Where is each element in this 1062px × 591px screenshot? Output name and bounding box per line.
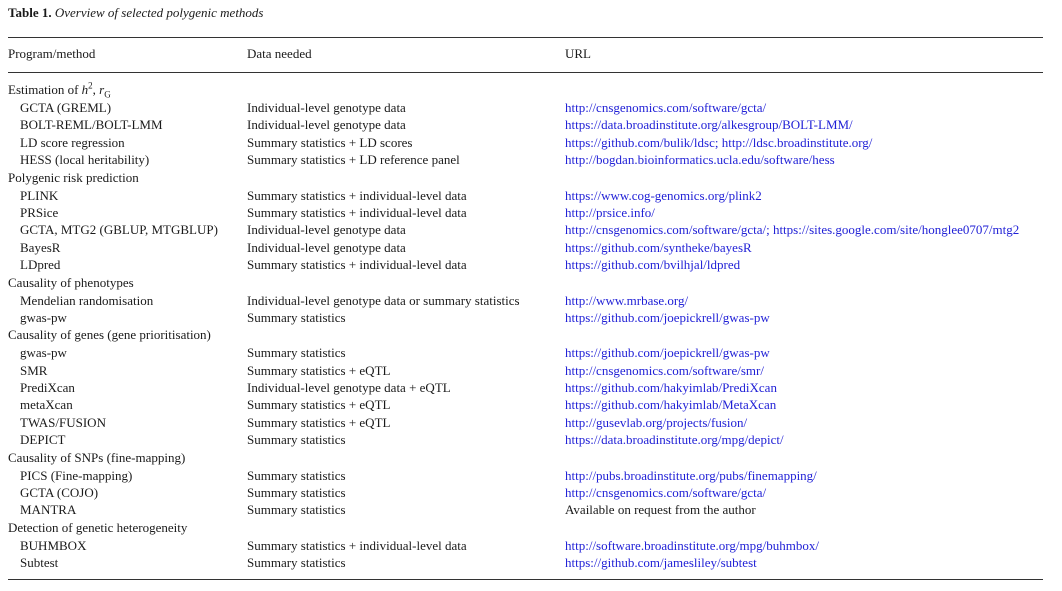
url-link[interactable]: https://github.com/syntheke/bayesR (565, 239, 752, 255)
method-cell: Mendelian randomisation (20, 292, 154, 308)
method-cell: LDpred (20, 257, 61, 273)
section-heading-text: Detection of genetic heterogeneity (8, 519, 188, 535)
url-link[interactable]: https://github.com/bulik/ldsc; http://ldsc.broadinstitute.org/ (565, 134, 873, 150)
table-row (0, 239, 1062, 256)
data-needed-cell: Summary statistics + eQTL (247, 397, 391, 413)
section-heading (0, 169, 1062, 187)
table-row (0, 204, 1062, 221)
header-url: URL (565, 46, 591, 61)
url-link[interactable]: http://cnsgenomics.com/software/gcta/ (565, 485, 767, 501)
data-needed-cell: Individual-level genotype data (247, 100, 406, 115)
url-link[interactable]: https://github.com/joepickrell/gwas-pw (565, 345, 770, 361)
table-row (0, 501, 1062, 518)
method-cell: LD score regression (20, 134, 125, 150)
data-needed-cell: Summary statistics + eQTL (247, 362, 391, 378)
method-cell: GCTA, MTG2 (GBLUP, MTGBLUP) (20, 222, 218, 238)
url-link[interactable]: http://cnsgenomics.com/software/smr/ (565, 362, 764, 378)
top-rule (8, 37, 1043, 38)
data-needed-cell: Summary statistics (247, 432, 346, 448)
table-row (0, 344, 1062, 361)
section-heading-text: Polygenic risk prediction (8, 169, 139, 185)
method-cell: PLINK (20, 187, 59, 203)
method-cell: gwas-pw (20, 309, 67, 325)
url-link[interactable]: http://cnsgenomics.com/software/gcta/; https://sites.google.com/site/honglee0707/mtg2 (565, 222, 1020, 238)
data-needed-cell: Individual-level genotype data (247, 222, 406, 238)
data-needed-cell: Individual-level genotype data (247, 117, 406, 133)
url-link[interactable]: https://data.broadinstitute.org/mpg/depict/ (565, 432, 784, 448)
method-cell: TWAS/FUSION (20, 414, 106, 430)
table-row (0, 221, 1062, 238)
table-row (0, 116, 1062, 133)
data-needed-cell: Summary statistics + LD reference panel (247, 152, 460, 168)
table-row (0, 256, 1062, 273)
table-row (0, 292, 1062, 309)
method-cell: GCTA (COJO) (20, 485, 99, 501)
header-rule (8, 72, 1043, 73)
table-row (0, 99, 1062, 116)
method-cell: gwas-pw (20, 345, 67, 361)
data-needed-cell: Summary statistics (247, 309, 346, 325)
data-needed-cell: Summary statistics (247, 555, 346, 571)
section-heading (0, 519, 1062, 537)
data-needed-cell: Summary statistics + individual-level data (247, 204, 467, 220)
url-link[interactable]: http://bogdan.bioinformatics.ucla.edu/software/hess (565, 152, 835, 168)
method-cell: GCTA (GREML) (20, 100, 112, 115)
method-cell: BayesR (20, 239, 61, 255)
table-row (0, 151, 1062, 168)
table-row (0, 537, 1062, 554)
table-caption (8, 5, 264, 21)
method-cell: metaXcan (20, 397, 73, 413)
url-note-cell: Available on request from the author (565, 502, 756, 518)
url-link[interactable]: https://data.broadinstitute.org/alkesgroup/BOLT-LMM/ (565, 117, 853, 133)
table-row (0, 396, 1062, 413)
section-heading-text: Causality of genes (gene prioritisation) (8, 327, 211, 343)
data-needed-cell: Summary statistics + eQTL (247, 414, 391, 430)
section-heading: Estimation of $h^2$, $r_G$ (8, 80, 111, 100)
table-row (0, 467, 1062, 484)
table-body (0, 81, 1062, 572)
url-link[interactable]: http://pubs.broadinstitute.org/pubs/finemapping/ (565, 467, 817, 483)
url-link[interactable]: http://cnsgenomics.com/software/gcta/ (565, 100, 767, 115)
table-row (0, 379, 1062, 396)
url-link[interactable]: https://github.com/joepickrell/gwas-pw (565, 309, 770, 325)
method-cell: BUHMBOX (20, 537, 87, 553)
data-needed-cell: Individual-level genotype data (247, 239, 406, 255)
url-link[interactable]: https://github.com/hakyimlab/PrediXcan (565, 380, 777, 396)
data-needed-cell: Summary statistics + individual-level data (247, 187, 467, 203)
section-heading (0, 449, 1062, 467)
method-cell: BOLT-REML/BOLT-LMM (20, 117, 163, 133)
table-row (0, 431, 1062, 448)
url-link[interactable]: https://github.com/hakyimlab/MetaXcan (565, 397, 777, 413)
table-row (0, 414, 1062, 431)
section-heading (0, 326, 1062, 344)
table-row (0, 187, 1062, 204)
header-method: Program/method (8, 46, 96, 61)
table-row (0, 484, 1062, 501)
method-cell: Subtest (20, 555, 59, 571)
data-needed-cell: Summary statistics (247, 502, 346, 518)
url-link[interactable]: http://software.broadinstitute.org/mpg/buhmbox/ (565, 537, 819, 553)
header-data: Data needed (247, 46, 312, 61)
data-needed-cell: Summary statistics (247, 467, 346, 483)
data-needed-cell: Summary statistics + individual-level data (247, 537, 467, 553)
data-needed-cell: Individual-level genotype data + eQTL (247, 380, 451, 396)
url-link[interactable]: http://prsice.info/ (565, 204, 655, 220)
table-row (0, 362, 1062, 379)
method-cell: HESS (local heritability) (20, 152, 150, 168)
url-link[interactable]: https://www.cog-genomics.org/plink2 (565, 187, 762, 203)
method-cell: PICS (Fine-mapping) (20, 467, 133, 483)
section-heading-text: Causality of phenotypes (8, 274, 134, 290)
table-row (0, 554, 1062, 571)
table-row (0, 309, 1062, 326)
data-needed-cell: Summary statistics + individual-level data (247, 257, 467, 273)
method-cell: SMR (20, 362, 48, 378)
section-heading (0, 274, 1062, 292)
url-link[interactable]: https://github.com/bvilhjal/ldpred (565, 257, 741, 273)
method-cell: DEPICT (20, 432, 66, 448)
url-link[interactable]: https://github.com/jamesliley/subtest (565, 555, 757, 571)
method-cell: MANTRA (20, 502, 77, 518)
url-link[interactable]: http://gusevlab.org/projects/fusion/ (565, 414, 748, 430)
caption-text: Overview of selected polygenic methods (54, 5, 264, 20)
caption-label: Table 1. (8, 5, 52, 20)
section-heading-text: Causality of SNPs (fine-mapping) (8, 449, 186, 465)
method-cell: PRSice (20, 204, 59, 220)
data-needed-cell: Individual-level genotype data or summary statistics (247, 292, 520, 308)
bottom-rule (8, 579, 1043, 580)
table-row (0, 134, 1062, 151)
data-needed-cell: Summary statistics + LD scores (247, 134, 413, 150)
data-needed-cell: Summary statistics (247, 485, 346, 501)
method-cell: PrediXcan (20, 380, 75, 396)
url-link[interactable]: http://www.mrbase.org/ (565, 292, 689, 308)
data-needed-cell: Summary statistics (247, 345, 346, 361)
